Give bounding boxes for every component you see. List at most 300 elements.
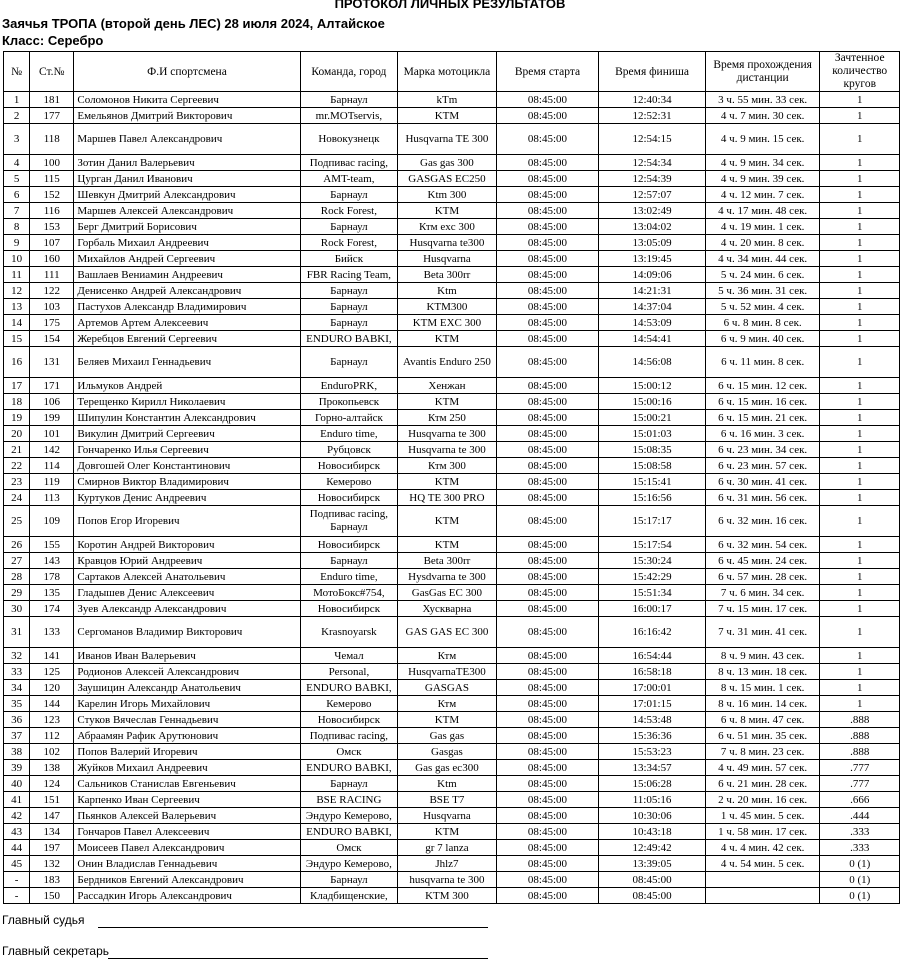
table-header-row (4, 52, 900, 92)
cell-start-number: 181 (30, 92, 74, 108)
cell-place: 2 (4, 108, 30, 124)
cell-start-time: 08:45:00 (496, 299, 599, 315)
cell-finish-time: 12:57:07 (599, 187, 706, 203)
cell-laps: 1 (820, 458, 900, 474)
cell-finish-time: 10:30:06 (599, 808, 706, 824)
cell-laps: 1 (820, 410, 900, 426)
cell-team: AMT-team, (300, 171, 398, 187)
cell-laps: 1 (820, 187, 900, 203)
col-header-start-time: Время старта (496, 52, 599, 92)
cell-finish-time: 08:45:00 (599, 872, 706, 888)
cell-start-time: 08:45:00 (496, 108, 599, 124)
table-row (4, 442, 900, 458)
cell-team: Барнаул (300, 299, 398, 315)
cell-start-number: 153 (30, 219, 74, 235)
cell-bike: GASGAS (398, 680, 497, 696)
cell-laps: 1 (820, 92, 900, 108)
cell-athlete-name: Стуков Вячеслав Геннадьевич (74, 712, 300, 728)
table-row (4, 267, 900, 283)
cell-start-number: 125 (30, 664, 74, 680)
cell-athlete-name: Смирнов Виктор Владимирович (74, 474, 300, 490)
cell-athlete-name: Пьянков Алексей Валерьевич (74, 808, 300, 824)
cell-finish-time: 14:53:09 (599, 315, 706, 331)
cell-laps: 1 (820, 315, 900, 331)
cell-place: 7 (4, 203, 30, 219)
cell-place: 5 (4, 171, 30, 187)
cell-athlete-name: Моисеев Павел Александрович (74, 840, 300, 856)
cell-finish-time: 15:36:36 (599, 728, 706, 744)
cell-duration: 6 ч. 15 мин. 12 сек. (705, 378, 820, 394)
table-row (4, 171, 900, 187)
cell-bike: KTM (398, 537, 497, 553)
cell-start-time: 08:45:00 (496, 648, 599, 664)
cell-bike: KTM (398, 108, 497, 124)
cell-team: Барнаул (300, 92, 398, 108)
cell-finish-time: 13:04:02 (599, 219, 706, 235)
cell-finish-time: 16:16:42 (599, 617, 706, 648)
cell-team: Новосибирск (300, 490, 398, 506)
cell-finish-time: 14:56:08 (599, 347, 706, 378)
cell-bike: KTM (398, 506, 497, 537)
cell-team: Барнаул (300, 219, 398, 235)
cell-duration: 4 ч. 9 мин. 39 сек. (705, 171, 820, 187)
cell-start-time: 08:45:00 (496, 553, 599, 569)
table-row (4, 299, 900, 315)
cell-start-time: 08:45:00 (496, 569, 599, 585)
cell-place: 8 (4, 219, 30, 235)
cell-laps: 1 (820, 378, 900, 394)
cell-team: Эндуро Кемерово, (300, 856, 398, 872)
cell-start-time: 08:45:00 (496, 744, 599, 760)
cell-team: ENDURO BABKI, (300, 680, 398, 696)
cell-laps: .444 (820, 808, 900, 824)
cell-start-number: 160 (30, 251, 74, 267)
cell-finish-time: 15:53:23 (599, 744, 706, 760)
cell-bike: KTM (398, 474, 497, 490)
cell-laps: 1 (820, 124, 900, 155)
cell-laps: 1 (820, 601, 900, 617)
cell-bike: KTM (398, 712, 497, 728)
cell-start-number: 103 (30, 299, 74, 315)
cell-duration: 6 ч. 23 мин. 57 сек. (705, 458, 820, 474)
cell-laps: 1 (820, 617, 900, 648)
cell-athlete-name: Цурган Данил Иванович (74, 171, 300, 187)
cell-team: Омск (300, 840, 398, 856)
cell-finish-time: 13:02:49 (599, 203, 706, 219)
cell-duration: 7 ч. 6 мин. 34 сек. (705, 585, 820, 601)
cell-place: 26 (4, 537, 30, 553)
cell-start-number: 107 (30, 235, 74, 251)
cell-start-time: 08:45:00 (496, 760, 599, 776)
cell-laps: 0 (1) (820, 872, 900, 888)
cell-start-time: 08:45:00 (496, 601, 599, 617)
cell-bike: Jhlz7 (398, 856, 497, 872)
cell-bike: KTM EXC 300 (398, 315, 497, 331)
cell-bike: Husqvarna (398, 251, 497, 267)
cell-duration: 6 ч. 9 мин. 40 сек. (705, 331, 820, 347)
cell-start-number: 154 (30, 331, 74, 347)
cell-team: Барнаул (300, 776, 398, 792)
table-row (4, 394, 900, 410)
cell-start-time: 08:45:00 (496, 712, 599, 728)
cell-finish-time: 13:05:09 (599, 235, 706, 251)
results-table (3, 51, 900, 904)
table-row (4, 124, 900, 155)
table-row (4, 728, 900, 744)
judge-label: Главный судья (2, 913, 85, 927)
table-row (4, 712, 900, 728)
cell-team: Рубцовск (300, 442, 398, 458)
table-row (4, 569, 900, 585)
cell-start-time: 08:45:00 (496, 331, 599, 347)
cell-finish-time: 14:53:48 (599, 712, 706, 728)
cell-finish-time: 16:00:17 (599, 601, 706, 617)
page-title: ПРОТОКОЛ ЛИЧНЫХ РЕЗУЛЬТАТОВ (334, 0, 566, 11)
cell-duration: 4 ч. 12 мин. 7 сек. (705, 187, 820, 203)
cell-start-number: 116 (30, 203, 74, 219)
cell-place: 19 (4, 410, 30, 426)
cell-athlete-name: Берг Дмитрий Борисович (74, 219, 300, 235)
table-row (4, 155, 900, 171)
cell-start-time: 08:45:00 (496, 171, 599, 187)
cell-finish-time: 10:43:18 (599, 824, 706, 840)
cell-laps: 1 (820, 648, 900, 664)
cell-bike: Хенжан (398, 378, 497, 394)
cell-place: 4 (4, 155, 30, 171)
table-row (4, 537, 900, 553)
cell-laps: .333 (820, 824, 900, 840)
cell-finish-time: 16:54:44 (599, 648, 706, 664)
cell-team: Омск (300, 744, 398, 760)
cell-bike: Hysdvarna te 300 (398, 569, 497, 585)
cell-place: 1 (4, 92, 30, 108)
cell-laps: 1 (820, 219, 900, 235)
cell-duration: 5 ч. 24 мин. 6 сек. (705, 267, 820, 283)
cell-bike: GAS GAS EC 300 (398, 617, 497, 648)
table-row (4, 856, 900, 872)
cell-laps: 1 (820, 203, 900, 219)
cell-start-time: 08:45:00 (496, 474, 599, 490)
cell-athlete-name: Заушицин Александр Анатольевич (74, 680, 300, 696)
cell-start-time: 08:45:00 (496, 728, 599, 744)
cell-bike: Ктм 300 (398, 458, 497, 474)
cell-start-number: 118 (30, 124, 74, 155)
cell-duration: 4 ч. 17 мин. 48 сек. (705, 203, 820, 219)
cell-start-number: 183 (30, 872, 74, 888)
cell-duration: 6 ч. 45 мин. 24 сек. (705, 553, 820, 569)
cell-team: Новокузнецк (300, 124, 398, 155)
cell-team: Барнаул (300, 315, 398, 331)
table-row (4, 585, 900, 601)
cell-athlete-name: Маршев Алексей Александрович (74, 203, 300, 219)
cell-start-number: 199 (30, 410, 74, 426)
cell-duration: 6 ч. 57 мин. 28 сек. (705, 569, 820, 585)
cell-start-number: 197 (30, 840, 74, 856)
cell-place: 43 (4, 824, 30, 840)
table-row (4, 760, 900, 776)
cell-duration (705, 872, 820, 888)
cell-finish-time: 14:37:04 (599, 299, 706, 315)
cell-duration (705, 888, 820, 904)
col-header-name: Ф.И спортсмена (74, 52, 300, 92)
cell-finish-time: 15:00:12 (599, 378, 706, 394)
cell-athlete-name: Гончаренко Илья Сергеевич (74, 442, 300, 458)
cell-bike: Gas gas ec300 (398, 760, 497, 776)
cell-start-number: 109 (30, 506, 74, 537)
cell-athlete-name: Шипулин Константин Александрович (74, 410, 300, 426)
cell-duration: 4 ч. 4 мин. 42 сек. (705, 840, 820, 856)
cell-athlete-name: Карелин Игорь Михайлович (74, 696, 300, 712)
cell-place: 3 (4, 124, 30, 155)
cell-laps: .777 (820, 760, 900, 776)
cell-start-time: 08:45:00 (496, 92, 599, 108)
cell-team: BSE RACING (300, 792, 398, 808)
cell-athlete-name: Терещенко Кирилл Николаевич (74, 394, 300, 410)
cell-bike: kTm (398, 92, 497, 108)
cell-athlete-name: Жуйков Михаил Андреевич (74, 760, 300, 776)
cell-place: 39 (4, 760, 30, 776)
cell-place: 41 (4, 792, 30, 808)
cell-start-number: 178 (30, 569, 74, 585)
cell-athlete-name: Емельянов Дмитрий Викторович (74, 108, 300, 124)
cell-place: 38 (4, 744, 30, 760)
cell-bike: Beta 300rr (398, 553, 497, 569)
cell-athlete-name: Денисенко Андрей Александрович (74, 283, 300, 299)
cell-laps: 1 (820, 347, 900, 378)
cell-place: 6 (4, 187, 30, 203)
cell-team: mr.MOTservis, (300, 108, 398, 124)
cell-finish-time: 11:05:16 (599, 792, 706, 808)
cell-finish-time: 14:09:06 (599, 267, 706, 283)
cell-finish-time: 13:19:45 (599, 251, 706, 267)
cell-duration: 6 ч. 8 мин. 8 сек. (705, 315, 820, 331)
cell-bike: KTM (398, 331, 497, 347)
cell-duration: 8 ч. 13 мин. 18 сек. (705, 664, 820, 680)
table-row (4, 680, 900, 696)
cell-start-time: 08:45:00 (496, 537, 599, 553)
cell-place: 17 (4, 378, 30, 394)
cell-place: 20 (4, 426, 30, 442)
table-row (4, 219, 900, 235)
cell-bike: Хускварна (398, 601, 497, 617)
table-row (4, 840, 900, 856)
cell-duration: 6 ч. 16 мин. 3 сек. (705, 426, 820, 442)
cell-finish-time: 15:08:58 (599, 458, 706, 474)
cell-start-number: 122 (30, 283, 74, 299)
cell-start-time: 08:45:00 (496, 283, 599, 299)
cell-athlete-name: Гончаров Павел Алексеевич (74, 824, 300, 840)
cell-place: 27 (4, 553, 30, 569)
cell-laps: 1 (820, 664, 900, 680)
cell-start-number: 177 (30, 108, 74, 124)
table-row (4, 426, 900, 442)
cell-finish-time: 12:54:34 (599, 155, 706, 171)
cell-team: Прокопьевск (300, 394, 398, 410)
table-row (4, 410, 900, 426)
cell-start-number: 102 (30, 744, 74, 760)
table-row (4, 283, 900, 299)
cell-place: 34 (4, 680, 30, 696)
cell-finish-time: 15:51:34 (599, 585, 706, 601)
cell-start-time: 08:45:00 (496, 442, 599, 458)
table-row (4, 203, 900, 219)
cell-bike: Gas gas (398, 728, 497, 744)
cell-start-number: 106 (30, 394, 74, 410)
cell-finish-time: 13:39:05 (599, 856, 706, 872)
cell-bike: Ktm (398, 776, 497, 792)
cell-start-number: 100 (30, 155, 74, 171)
cell-athlete-name: Рассадкин Игорь Александрович (74, 888, 300, 904)
cell-place: 10 (4, 251, 30, 267)
cell-finish-time: 15:16:56 (599, 490, 706, 506)
cell-start-time: 08:45:00 (496, 394, 599, 410)
table-row (4, 617, 900, 648)
cell-start-number: 138 (30, 760, 74, 776)
cell-athlete-name: Зотин Данил Валерьевич (74, 155, 300, 171)
cell-team: Барнаул (300, 347, 398, 378)
cell-start-number: 124 (30, 776, 74, 792)
cell-athlete-name: Вашлаев Вениамин Андреевич (74, 267, 300, 283)
cell-athlete-name: Жеребцов Евгений Сергеевич (74, 331, 300, 347)
cell-start-number: 132 (30, 856, 74, 872)
table-row (4, 474, 900, 490)
cell-bike: Ктм (398, 648, 497, 664)
cell-bike: KTM (398, 394, 497, 410)
cell-duration: 1 ч. 45 мин. 5 сек. (705, 808, 820, 824)
table-row (4, 347, 900, 378)
cell-finish-time: 13:34:57 (599, 760, 706, 776)
cell-duration: 6 ч. 32 мин. 54 сек. (705, 537, 820, 553)
cell-laps: 1 (820, 537, 900, 553)
cell-laps: 1 (820, 251, 900, 267)
cell-bike: GASGAS EC250 (398, 171, 497, 187)
table-row (4, 235, 900, 251)
cell-duration: 6 ч. 51 мин. 35 сек. (705, 728, 820, 744)
cell-bike: Husqvarna te 300 (398, 426, 497, 442)
cell-laps: 1 (820, 426, 900, 442)
cell-start-number: 144 (30, 696, 74, 712)
table-row (4, 506, 900, 537)
cell-start-time: 08:45:00 (496, 888, 599, 904)
cell-team: Rock Forest, (300, 203, 398, 219)
cell-athlete-name: Пастухов Александр Владимирович (74, 299, 300, 315)
cell-duration: 8 ч. 15 мин. 1 сек. (705, 680, 820, 696)
cell-bike: husqvarna te 300 (398, 872, 497, 888)
cell-finish-time: 15:00:16 (599, 394, 706, 410)
secretary-signature (2, 944, 109, 958)
cell-laps: 1 (820, 569, 900, 585)
cell-finish-time: 12:54:15 (599, 124, 706, 155)
table-row (4, 601, 900, 617)
cell-athlete-name: Артемов Артем Алексеевич (74, 315, 300, 331)
judge-signature (2, 913, 85, 927)
cell-bike: Ктм (398, 696, 497, 712)
cell-start-time: 08:45:00 (496, 124, 599, 155)
cell-laps: 1 (820, 585, 900, 601)
cell-start-time: 08:45:00 (496, 490, 599, 506)
cell-place: 16 (4, 347, 30, 378)
table-row (4, 92, 900, 108)
table-row (4, 490, 900, 506)
table-row (4, 744, 900, 760)
cell-start-time: 08:45:00 (496, 219, 599, 235)
col-header-place: № (4, 52, 30, 92)
cell-team: FBR Racing Team, (300, 267, 398, 283)
cell-start-time: 08:45:00 (496, 347, 599, 378)
cell-place: 45 (4, 856, 30, 872)
cell-duration: 7 ч. 8 мин. 23 сек. (705, 744, 820, 760)
cell-place: 22 (4, 458, 30, 474)
cell-bike: HQ TE 300 PRO (398, 490, 497, 506)
cell-team: Новосибирск (300, 537, 398, 553)
cell-start-time: 08:45:00 (496, 251, 599, 267)
cell-team: Барнаул (300, 872, 398, 888)
cell-place: 25 (4, 506, 30, 537)
cell-athlete-name: Онин Владислав Геннадьевич (74, 856, 300, 872)
table-row (4, 108, 900, 124)
cell-start-time: 08:45:00 (496, 808, 599, 824)
cell-finish-time: 15:17:54 (599, 537, 706, 553)
cell-finish-time: 15:08:35 (599, 442, 706, 458)
cell-start-number: 133 (30, 617, 74, 648)
cell-bike: HusqvarnaTE300 (398, 664, 497, 680)
cell-laps: 1 (820, 331, 900, 347)
event-subtitle: Заячья ТРОПА (второй день ЛЕС) 28 июля 2024, Алтайское (2, 16, 385, 31)
cell-team: ENDURO BABKI, (300, 824, 398, 840)
cell-place: 33 (4, 664, 30, 680)
cell-athlete-name: Горбаль Михаил Андреевич (74, 235, 300, 251)
cell-athlete-name: Коротин Андрей Викторович (74, 537, 300, 553)
cell-athlete-name: Маршев Павел Александрович (74, 124, 300, 155)
cell-start-time: 08:45:00 (496, 696, 599, 712)
judge-signature-line (98, 927, 488, 928)
cell-place: - (4, 888, 30, 904)
cell-athlete-name: Гладышев Денис Алексеевич (74, 585, 300, 601)
cell-place: 18 (4, 394, 30, 410)
table-row (4, 648, 900, 664)
cell-start-number: 112 (30, 728, 74, 744)
cell-finish-time: 12:52:31 (599, 108, 706, 124)
cell-duration: 6 ч. 32 мин. 16 сек. (705, 506, 820, 537)
cell-start-time: 08:45:00 (496, 378, 599, 394)
cell-laps: 1 (820, 235, 900, 251)
class-label: Класс: Серебро (2, 33, 104, 48)
cell-place: 30 (4, 601, 30, 617)
cell-duration: 4 ч. 9 мин. 15 сек. (705, 124, 820, 155)
cell-place: 15 (4, 331, 30, 347)
cell-start-number: 174 (30, 601, 74, 617)
cell-start-time: 08:45:00 (496, 776, 599, 792)
cell-team: Барнаул (300, 553, 398, 569)
cell-duration: 8 ч. 9 мин. 43 сек. (705, 648, 820, 664)
table-row (4, 458, 900, 474)
table-row (4, 378, 900, 394)
cell-duration: 4 ч. 49 мин. 57 сек. (705, 760, 820, 776)
cell-place: 44 (4, 840, 30, 856)
cell-bike: Husqvarna te 300 (398, 442, 497, 458)
table-row (4, 824, 900, 840)
cell-start-time: 08:45:00 (496, 267, 599, 283)
cell-finish-time: 17:00:01 (599, 680, 706, 696)
col-header-finish-time: Время финиша (599, 52, 706, 92)
cell-athlete-name: Сальников Станислав Евгеньевич (74, 776, 300, 792)
cell-laps: .666 (820, 792, 900, 808)
cell-start-number: 123 (30, 712, 74, 728)
cell-duration: 2 ч. 20 мин. 16 сек. (705, 792, 820, 808)
cell-team: Personal, (300, 664, 398, 680)
cell-start-number: 120 (30, 680, 74, 696)
cell-laps: .888 (820, 712, 900, 728)
